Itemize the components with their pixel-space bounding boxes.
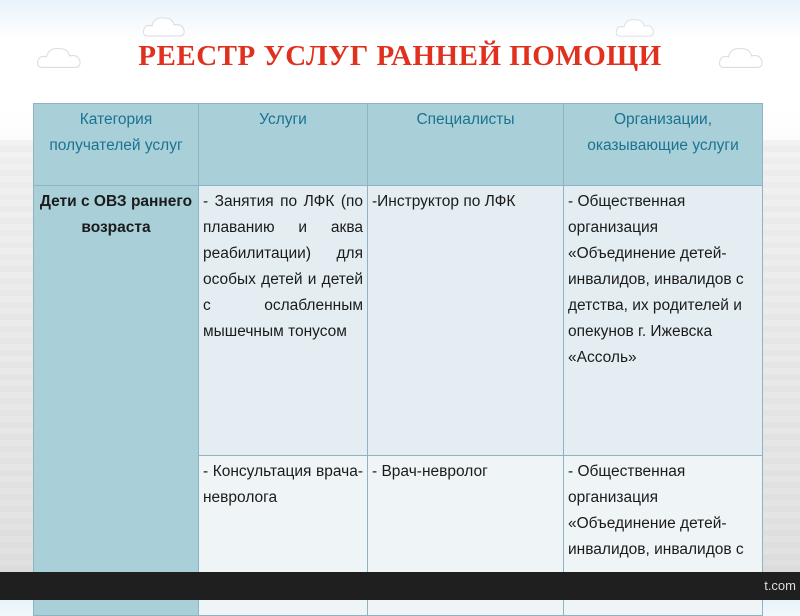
- specialist-cell: -Инструктор по ЛФК: [368, 186, 564, 456]
- bottom-bar: [0, 572, 800, 600]
- table-row: [34, 186, 763, 456]
- cloud-icon: [614, 16, 656, 38]
- organization-cell: - Общественная организация «Объединение детей-инвалидов, инвалидов с детства, их родителей и опекунов г. Ижевска «Ассоль»: [564, 186, 763, 456]
- page-title: РЕЕСТР УСЛУГ РАННЕЙ ПОМОЩИ: [138, 40, 662, 72]
- column-header-services: Услуги: [199, 104, 368, 186]
- service-cell: - Консультация врача-невролога: [199, 456, 368, 616]
- watermark-text: t.com: [764, 578, 796, 593]
- cloud-icon: [142, 14, 186, 38]
- specialist-cell: - Врач-невролог: [368, 456, 564, 616]
- column-header-specialists: Специалисты: [368, 104, 564, 186]
- column-header-organizations: Организации, оказывающие услуги: [564, 104, 763, 186]
- table-header-row: [34, 104, 763, 186]
- service-cell: - Занятия по ЛФК (по плаванию и аква реабилитации) для особых детей и детей с ослабленным мышечным тонусом: [199, 186, 368, 456]
- category-cell: Дети с ОВЗ раннего возраста: [34, 186, 199, 616]
- registry-table: [33, 103, 763, 616]
- organization-cell: - Общественная организация «Объединение детей-инвалидов, инвалидов с: [564, 456, 763, 616]
- column-header-category: Категория получателей услуг: [34, 104, 199, 186]
